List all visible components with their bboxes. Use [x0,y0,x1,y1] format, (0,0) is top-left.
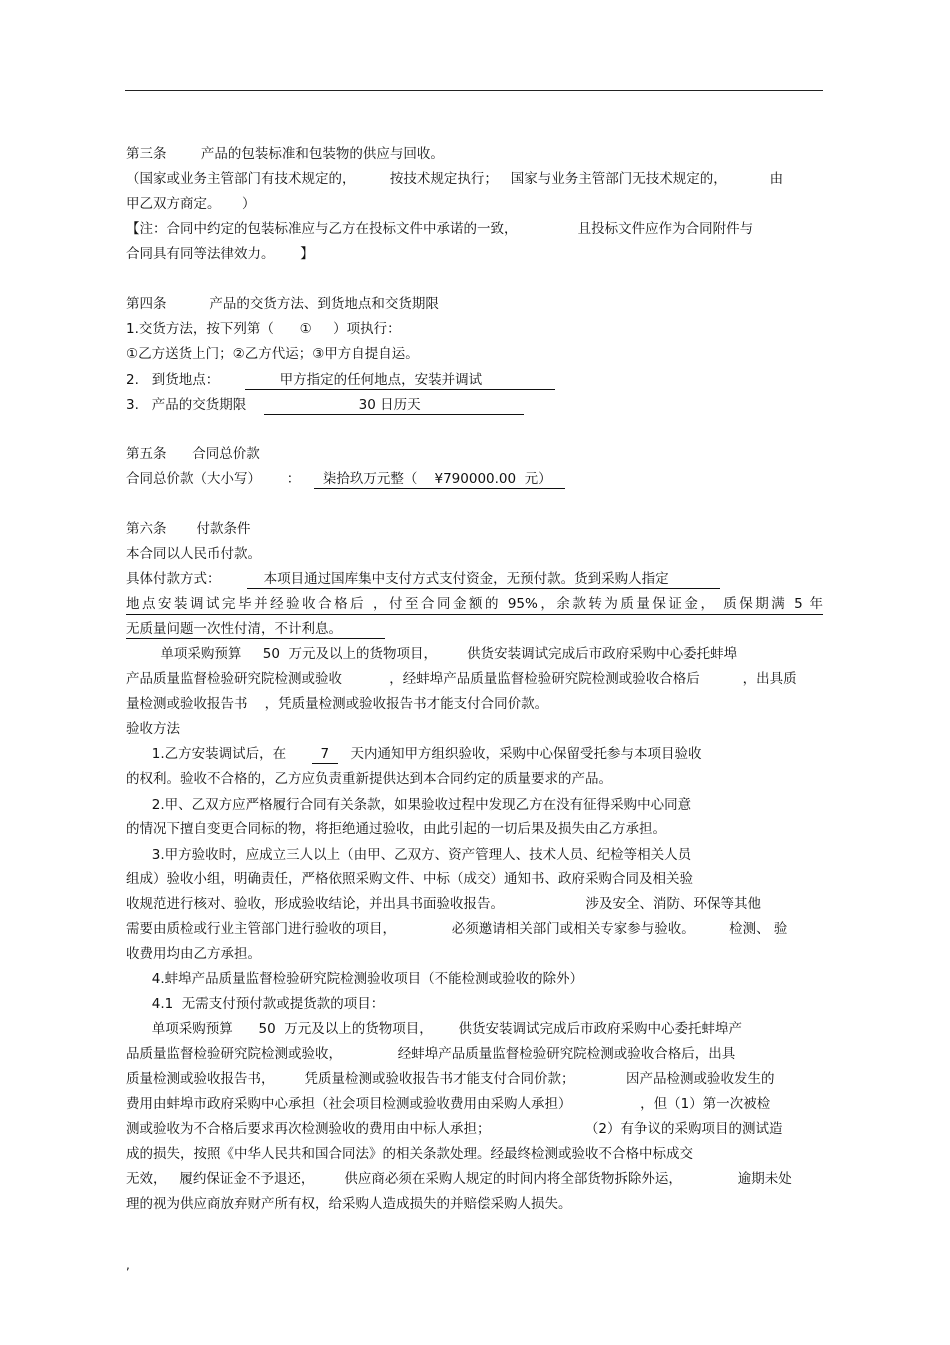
delivery-term-value: 30 日历天 [264,397,524,413]
acceptance-line: 4.蚌埠产品质量监督检验研究院检测验收项目（不能检测或验收的除外） [126,971,584,987]
notice-days-value: 7 [311,746,338,762]
article-3-line: 甲乙双方商定。 ） [126,196,256,212]
payment-method-value: 本项目通过国库集中支付方式支付资金，无预付款。货到采购人指定 [246,571,721,587]
acceptance-line: 3.甲方验收时，应成立三人以上（由甲、乙双方、资产管理人、技术人员、纪检等相关人员 [126,847,692,863]
article-3-note: 合同具有同等法律效力。 】 [126,246,314,262]
total-price-row [126,470,565,488]
acceptance-line: 理的视为供应商放弃财产所有权，给采购人造成损失的并赔偿采购人损失。 [126,1196,572,1212]
article-4-line: ①乙方送货上门；②乙方代运；③甲方自提自运。 [126,346,419,362]
acceptance-line: 单项采购预算 50 万元及以上的货物项目， 供货安装调试完成后市政府采购中心委托蚌埠产 [126,1021,743,1037]
delivery-place-value: 甲方指定的任何地点，安装并调试 [245,372,556,388]
article-6-line: 本合同以人民币付款。 [126,546,261,562]
acceptance-line: 品质量监督检验研究院检测或验收， 经蚌埠产品质量监督检验研究院检测或验收合格后，出具 [126,1046,736,1062]
header-rule [125,90,823,91]
acceptance-line: 收费用均由乙方承担。 [126,946,261,962]
article-5-heading: 第五条 合同总价款 [126,446,260,462]
article-4-line: 1.交货方法，按下列第（ ① ）项执行： [126,321,401,337]
payment-method-row [126,570,720,588]
acceptance-line: 需要由质检或行业主管部门进行验收的项目， 必须邀请相关部门或相关专家参与验收。 检测、 验 [126,921,788,937]
acceptance-line: 的权利。验收不合格的，乙方应负责重新提供达到本合同约定的质量要求的产品。 [126,771,612,787]
acceptance-line: 收规范进行核对、验收，形成验收结论，并出具书面验收报告。 涉及安全、消防、环保等其他 [126,896,762,912]
payment-terms-line: 无质量问题一次性付清，不计利息。 [126,621,385,637]
acceptance-line: 的情况下擅自变更合同标的物，将拒绝通过验收，由此引起的一切后果及损失由乙方承担。 [126,821,666,837]
acceptance-line: 4.1 无需支付预付款或提货款的项目： [126,996,385,1012]
delivery-place-label: 2. 到货地点： [126,372,220,388]
article-6-line: 产品质量监督检验研究院检测或验收 ，经蚌埠产品质量监督检验研究院检测或验收合格后 ，出具质 [126,671,797,687]
delivery-term-row [126,396,524,414]
acceptance-line: 测或验收为不合格后要求再次检测验收的费用由中标人承担； （2）有争议的采购项目的测试造 [126,1121,783,1137]
footer-mark: , [126,1258,130,1272]
acceptance-line: 成的损失，按照《中华人民共和国合同法》的相关条款处理。经最终检测或验收不合格中标成交 [126,1146,693,1162]
article-4-heading: 第四条 产品的交货方法、到货地点和交货期限 [126,296,439,312]
article-3-heading: 第三条 产品的包装标准和包装物的供应与回收。 [126,146,444,162]
article-3-line: （国家或业务主管部门有技术规定的， 按技术规定执行； 国家与业务主管部门无技术规定的， 由 [126,171,784,187]
article-6-heading: 第六条 付款条件 [126,521,251,537]
delivery-term-label: 3. 产品的交货期限 [126,397,247,413]
article-3-note: 【注：合同中约定的包装标准应与乙方在投标文件中承诺的一致， 且投标文件应作为合同附件与 [126,221,754,237]
acceptance-line: 1.乙方安装调试后，在 7 天内通知甲方组织验收，采购中心保留受托参与本项目验收 [126,746,702,762]
acceptance-line: 无效， 履约保证金不予退还， 供应商必须在采购人规定的时间内将全部货物拆除外运， 逾期未处 [126,1171,792,1187]
article-6-line: 单项采购预算 50 万元及以上的货物项目， 供货安装调试完成后市政府采购中心委托蚌埠 [126,646,738,662]
acceptance-line: 2.甲、乙双方应严格履行合同有关条款，如果验收过程中发现乙方在没有征得采购中心同意 [126,797,692,813]
acceptance-line: 费用由蚌埠市政府采购中心承担（社会项目检测或验收费用由采购人承担） ，但（1）第一次被检 [126,1096,771,1112]
acceptance-line: 质量检测或验收报告书， 凭质量检测或验收报告书才能支付合同价款； 因产品检测或验收发生的 [126,1071,775,1087]
acceptance-heading: 验收方法 [126,721,180,737]
total-price-label: 合同总价款（大小写） ： [126,471,301,487]
payment-method-label: 具体付款方式： [126,571,221,587]
delivery-place-row [126,371,555,389]
payment-terms-line: 地点安装调试完毕并经验收合格后 ，付至合同金额的 95%，余款转为质量保证金， 质保期满 5 年 [126,595,823,615]
article-6-line: 量检测或验收报告书 ，凭质量检测或验收报告书才能支付合同价款。 [126,696,549,712]
acceptance-line: 组成）验收小组，明确责任，严格依照采购文件、中标（成交）通知书、政府采购合同及相关验 [126,871,693,887]
total-price-value: 柒拾玖万元整（ ¥790000.00 元） [314,471,565,487]
